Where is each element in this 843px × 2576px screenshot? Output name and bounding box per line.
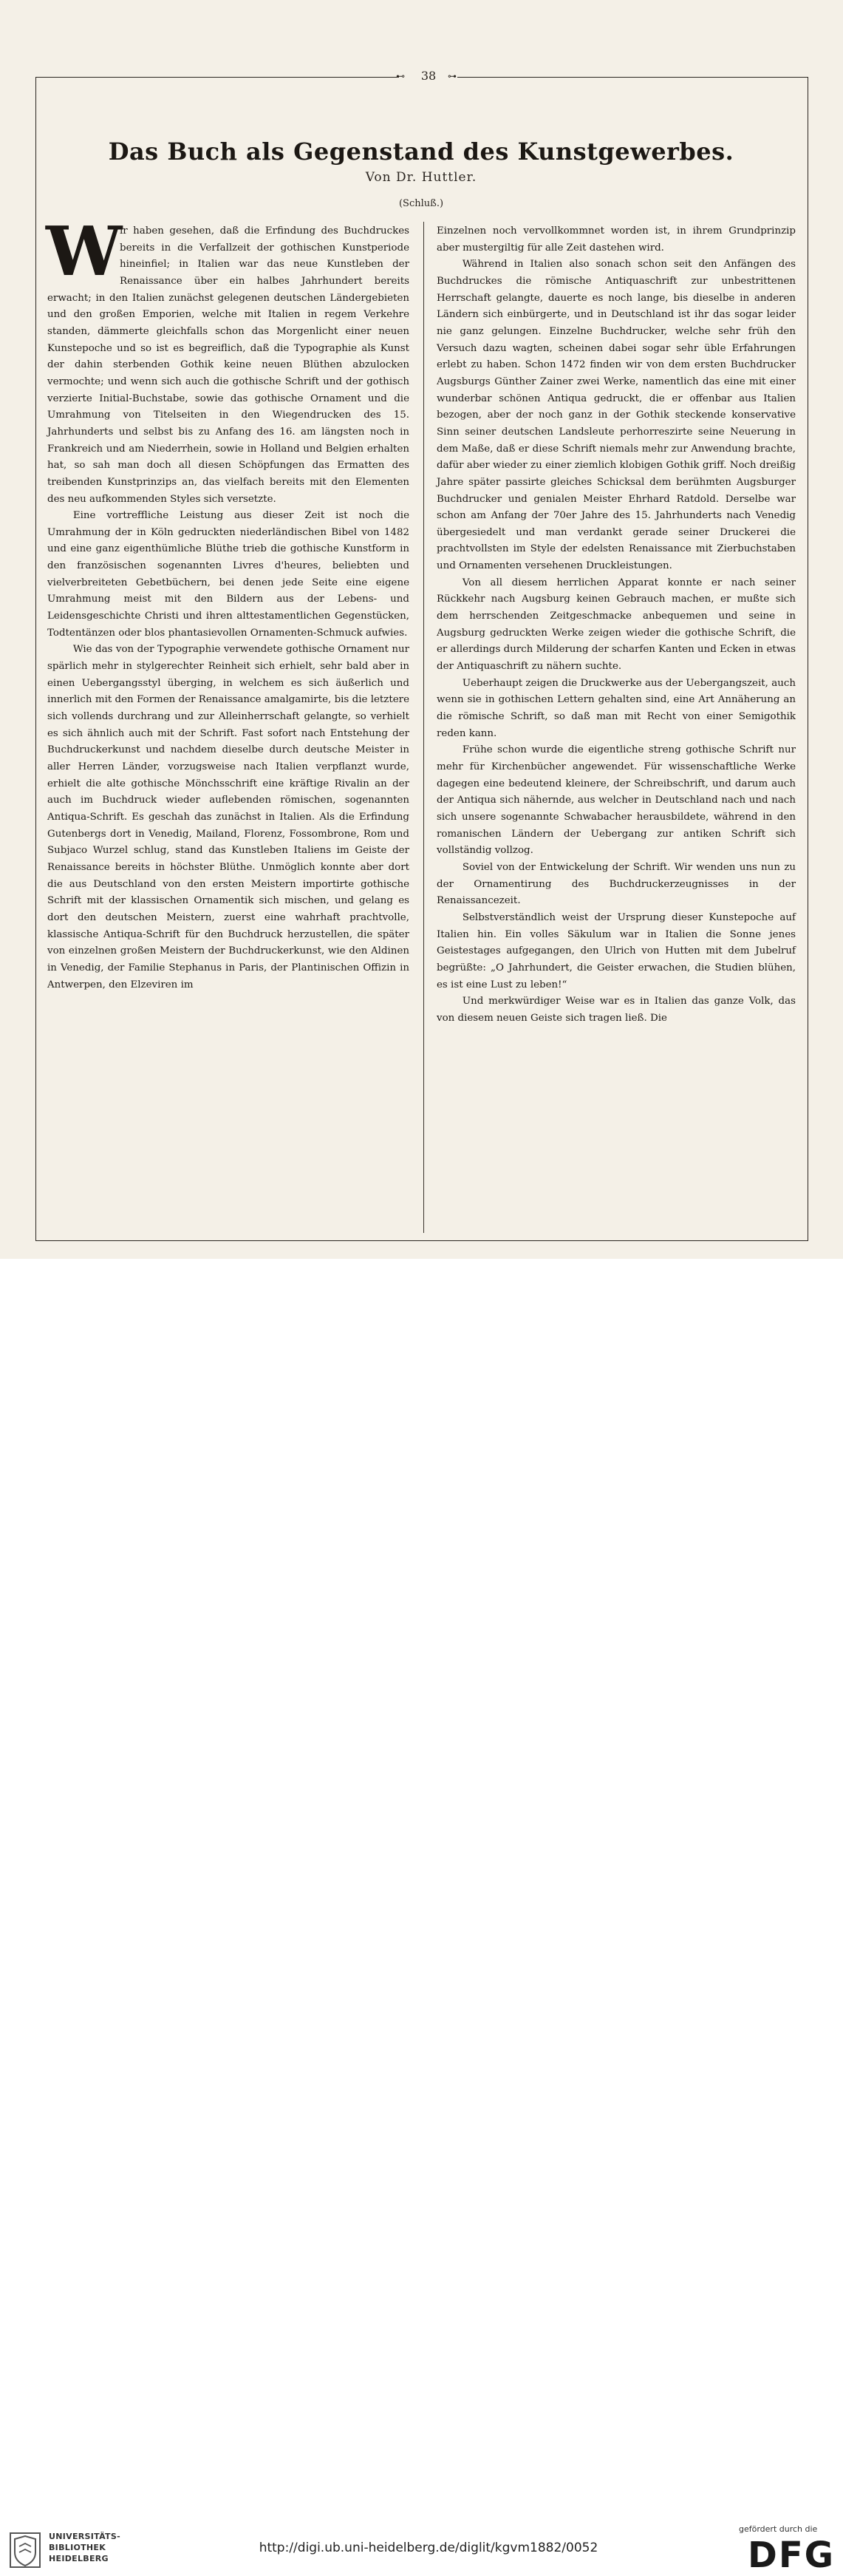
paragraph-2: Eine vortreffliche Leistung aus dieser Zeit ist noch die Umrahmung der in Köln gedruckten niederländischen Bibel von 1482 und eine ganz eigenthümliche Blüthe trieb die gothische Kunstform in den französischen sogenannten Livres d'heures, beliebten und vielverbreiteten Gebetbüchern, bei denen jede Seite eine eigene Umrahmung meist mit den Bildern aus der Lebens- und Leidensgeschichte Christi und ihren alttestamentlichen Gegenstücken, Todtentänzen oder blos phantasievollen Ornamenten-Schmuck aufwies. xyxy=(47,510,409,639)
ornament-right-icon: ⊶ xyxy=(448,71,457,81)
right-column xyxy=(437,223,796,1027)
article-continuation-note: (Schluß.) xyxy=(398,198,444,209)
paragraph-6: Von all diesem herrlichen Apparat konnte er nach seiner Rückkehr nach Augsburg keinen Gebrauch machen, er mußte sich dem herrschenden Zeitgeschmacke anbequemen und seine in Augsburg gedruckten Werke zeigen wieder die gothische Schrift, die er allerdings durch Milderung der scharfen Kanten und Ecken in etwas der Antiquaschrift zu nähern suchte. xyxy=(437,577,796,673)
viewer-footer xyxy=(0,1259,843,2576)
frame-left-rule xyxy=(35,77,36,1240)
paragraph-11: Und merkwürdiger Weise war es in Italien das ganze Volk, das von diesem neuen Geiste sich tragen ließ. Die xyxy=(437,996,796,1024)
university-seal-icon xyxy=(9,2532,41,2569)
permalink-url[interactable]: http://digi.ub.uni-heidelberg.de/diglit/kgvm1882/0052 xyxy=(259,2541,598,2555)
paragraph-7: Ueberhaupt zeigen die Druckwerke aus der Uebergangszeit, auch wenn sie in gothischen Lettern gehalten sind, eine Art Annäherung an die römische Schrift, so daß man mit Recht von einer Semigothik reden kann. xyxy=(437,677,796,739)
institution-name-line3: HEIDELBERG xyxy=(49,2554,109,2563)
paragraph-9: Soviel von der Entwickelung der Schrift. Wir wenden uns nun zu der Ornamentirung des Buchdruckerzeugnisses in der Renaissancezeit. xyxy=(437,861,796,907)
article-title: Das Buch als Gegenstand des Kunstgewerbes. xyxy=(108,137,734,166)
article-byline: Von Dr. Huttler. xyxy=(365,170,477,185)
scanned-page xyxy=(0,0,843,1259)
column-divider xyxy=(423,222,424,1233)
paragraph-3: Wie das von der Typographie verwendete gothische Ornament nur spärlich mehr in stylgerechter Reinheit sich erhielt, sehr bald aber in einen Uebergangsstyl überging, in welchem es sich äußerlich und innerlich mit den Formen der Renaissance amalgamirte, bis die letztere sich vollends durchrang und zur Alleinherrschaft gelangte, so verhielt es sich ähnlich auch mit der Schrift. Fast sofort nach Entstehung der Buchdruckerkunst und nachdem dieselbe durch deutsche Meister in aller Herren Länder, vorzugsweise nach Italien verpflanzt wurde, erhielt die alte gothische Mönchsschrift eine kräftige Rivalin an der auch im Buchdruck wieder auflebenden römischen, sogenannten Antiqua-Schrift. Es geschah das zunächst in Italien. Als die Erfindung Gutenbergs dort in Venedig, Mailand, Florenz, Fossombrone, Rom und Subjaco Wurzel schlug, stand das Kunstleben Italiens im Geiste der Renaissance bereits in höchster Blüthe. Unmöglich konnte aber dort die aus Deutschland von den ersten Meistern importirte gothische Schrift mit der klassischen Ornamentik sich mischen, und gelang es dort den deutschen Meistern, zuerst eine wahrhaft prachtvolle, klassische Antiqua-Schrift für den Buchdruck herzustellen, die später von einzelnen großen Meistern der Buchdruckerkunst, wie den Aldinen in Venedig, der Familie Stephanus in Paris, der Plantinischen Offizin in Antwerpen, den Elzeviren im xyxy=(47,644,409,990)
dfg-logo: DFG xyxy=(748,2535,836,2576)
paragraph-5: Während in Italien also sonach schon seit den Anfängen des Buchdruckes die römische Antiquaschrift zur unbestrittenen Herrschaft gelangte, dauerte es noch lange, bis dieselbe in anderen Ländern sich einbürgerte, und in Deutschland ist ihr das sogar leider nie ganz gelungen. Einzelne Buchdrucker, welche sehr früh den Versuch dazu wagten, scheinen dabei sogar sehr üble Erfahrungen erlebt zu haben. Schon 1472 finden wir von dem ersten Buchdrucker Augsburgs Günther Zainer zwei Werke, namentlich das eine mit einer wunderbar schönen Antiqua gedruckt, die er offenbar aus Italien bezogen, aber der noch ganz in der Gothik steckende konservative Sinn seiner deutschen Landsleute perhorreszirte seine Neuerung in dem Maße, daß er diese Schrift niemals mehr zur Anwendung brachte, dafür aber wieder zu einer ziemlich klobigen Gothik griff. Noch dreißig Jahre später passirte gleiches Schicksal dem berühmten Augsburger Buchdrucker und genialen Meister Ehrhard Ratdold. Derselbe war schon am Anfang der 70er Jahre des 15. Jahrhunderts nach Venedig übergesiedelt und man verdankt gerade seiner Druckerei die prachtvollsten im Style der edelsten Renaissance mit Zierbuchstaben und Ornamenten versehenen Druckleistungen. xyxy=(437,259,796,572)
ornament-left-icon: ⊷ xyxy=(396,71,405,81)
dropcap-letter: W xyxy=(46,211,123,291)
page-number: 38 xyxy=(420,69,437,83)
institution-name-line1: UNIVERSITÄTS- xyxy=(49,2532,120,2541)
paragraph-4: Einzelnen noch vervollkommnet worden ist, in ihrem Grundprinzip aber mustergiltig für alle Zeit dastehen wird. xyxy=(437,225,796,254)
paragraph-10: Selbstverständlich weist der Ursprung dieser Kunstepoche auf Italien hin. Ein volles Säkulum war in Italien die Sonne jenes Geistestages aufgegangen, den Ulrich von Hutten mit dem Jubelruf begrüßte: „O Jahrhundert, die Geister erwachen, die Studien blühen, es ist eine Lust zu leben!“ xyxy=(437,911,796,990)
institution-name-line2: BIBLIOTHEK xyxy=(49,2543,106,2552)
left-column xyxy=(46,211,409,993)
funding-note: gefördert durch die xyxy=(739,2524,818,2534)
dropcap xyxy=(46,211,123,291)
frame-bottom-rule xyxy=(35,1240,808,1241)
paragraph-1 xyxy=(46,211,409,508)
paragraph-8: Frühe schon wurde die eigentliche streng gothische Schrift nur mehr für Kirchenbücher angewendet. Für wissenschaftliche Werke dagegen eine bedeutend kleinere, der Schreibschrift, und darum auch der Antiqua sich nähernde, aus welcher in Deutschland nach und nach sich unsere sogenannte Schwabacher herausbildete, während in den romanischen Ländern der Uebergang zur antiken Schrift sich vollständig vollzog. xyxy=(437,744,796,857)
frame-top-left-rule xyxy=(35,77,399,78)
paragraph-1-text: ir haben gesehen, daß die Erfindung des Buchdruckes bereits in die Verfallzeit der gothischen Kunstperiode hineinfiel; in Italien war das neue Kunstleben der Renaissance über ein halbes Jahrhundert bereits erwacht; in den Italien zunächst gelegenen deutschen Ländergebieten und den großen Emporien, welche mit Italien in regem Verkehre standen, dämmerte gleichfalls schon das Morgenlicht einer neuen Kunstepoche und so ist es begreiflich, daß die Typographie als Kunst der dahin sterbenden Gothik keine neuen Blüthen abzulocken vermochte; und wenn sich auch die gothische Schrift und der gothisch verzierte Initial-Buchstabe, sowie das gothische Ornament und die Umrahmung von Titelseiten in den Wiegendrucken des 15. Jahrhunderts und selbst bis zu Anfang des 16. am längsten noch in Frankreich und am Niederrhein, sowie in Holland und Belgien erhalten hat, so sah man doch all diesen Schöpfungen das Ermatten des treibenden Kunstprinzips an, das vielfach bereits mit den Elementen des neu aufkommenden Styles sich versetzte. xyxy=(47,225,409,505)
frame-top-right-rule xyxy=(457,77,808,78)
